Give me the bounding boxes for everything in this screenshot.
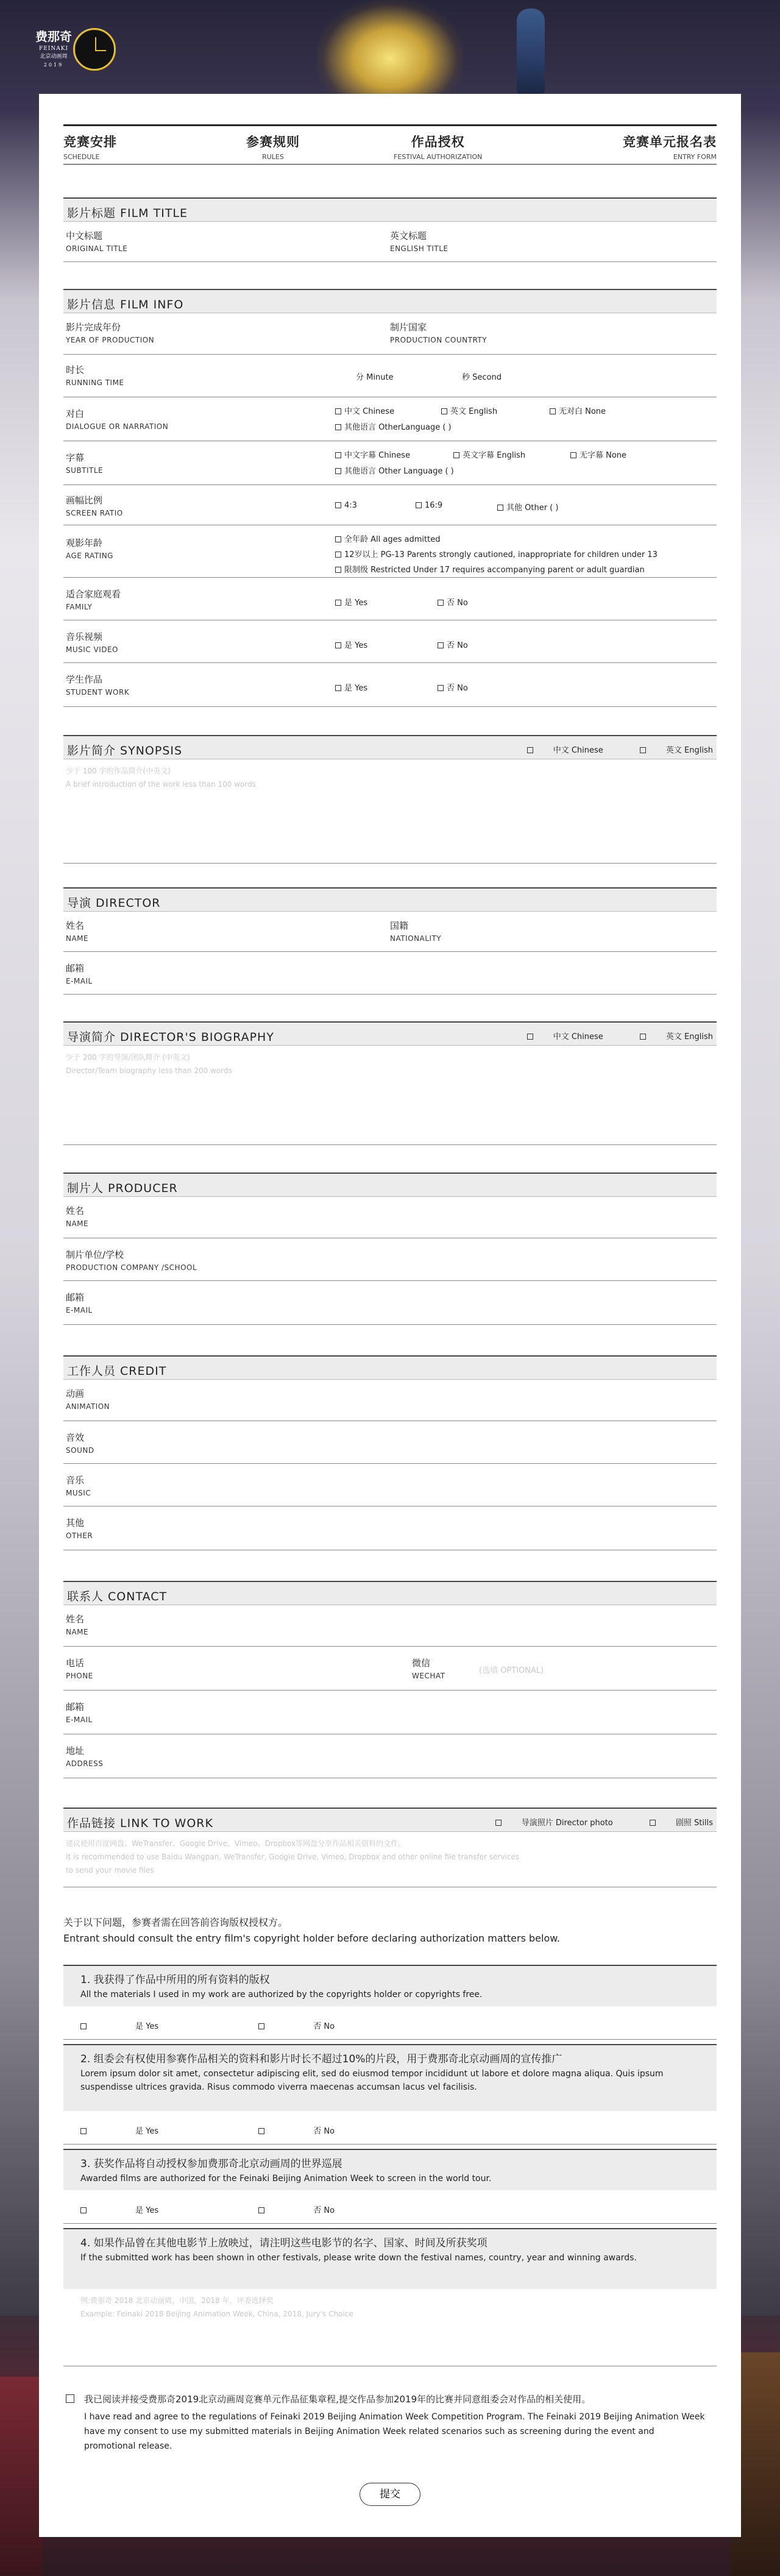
row-running-time (63, 355, 717, 397)
nav-sublabel: RULES (262, 153, 284, 161)
family-yes-checkbox[interactable] (335, 596, 367, 608)
q3-no-checkbox[interactable] (258, 2206, 383, 2215)
row-age-rating (63, 525, 717, 578)
section-title: 制片人 PRODUCER (67, 1182, 178, 1195)
q3-yes-checkbox[interactable] (80, 2206, 207, 2215)
section-title: 联系人 CONTACT (67, 1590, 168, 1603)
question-2 (63, 2044, 717, 2111)
field-sublabel: ORIGINAL TITLE (66, 244, 128, 253)
field-label: 电话 (66, 1658, 85, 1669)
family-no-checkbox[interactable] (438, 596, 468, 608)
intro-en: Entrant should consult the entry film's copyright holder before declaring authorization matters below. (63, 1932, 560, 1944)
field-label: 国籍 (390, 920, 409, 931)
field-sublabel: PHONE (66, 1672, 93, 1680)
question-3 (63, 2149, 717, 2190)
row-screen-ratio (63, 485, 717, 525)
logo-cn: 费那奇 (35, 29, 72, 44)
section-title: 导演简介 DIRECTOR'S BIOGRAPHY (67, 1031, 274, 1044)
option-label: 是 Yes (135, 2127, 159, 2136)
nav-sublabel: FESTIVAL AUTHORIZATION (394, 153, 483, 161)
question-desc: All the materials I used in my work are authorized by the copyrights holder or copyrights free. (80, 1990, 483, 1999)
field-sublabel: RUNNING TIME (66, 378, 124, 387)
nav-rules[interactable] (246, 132, 300, 161)
field-sublabel: MUSIC VIDEO (66, 645, 119, 654)
row-student-work (63, 663, 717, 707)
stills-checkbox[interactable] (633, 1818, 713, 1828)
section-producer (63, 1173, 717, 1197)
music-video-yes-checkbox[interactable] (335, 639, 367, 650)
field-sublabel: ENGLISH TITLE (390, 244, 448, 253)
question-desc: If the submitted work has been shown in other festivals, please write down the festival names, country, year and winning awards. (80, 2253, 637, 2263)
link-textarea[interactable] (66, 1837, 519, 1877)
nav-label: 竞赛单元报名表 (623, 135, 717, 149)
option-label: 中文 Chinese (553, 1032, 603, 1041)
nav-entry-form[interactable] (623, 132, 717, 161)
field-sublabel: E-MAIL (66, 977, 93, 985)
section-director-bio (63, 1021, 717, 1046)
contact-phone-field[interactable] (66, 1656, 93, 1680)
section-credit (63, 1355, 717, 1380)
contact-wechat-field[interactable] (412, 1656, 445, 1680)
field-sublabel: OTHER (66, 1531, 93, 1540)
row-director-email (63, 952, 717, 995)
agree-checkbox[interactable] (66, 2394, 74, 2403)
minute-input[interactable]: 分 Minute (356, 373, 394, 382)
placeholder-en: It is recommended to use Baidu Wangpan, WeTransfer, Google Drive, Vimeo, Dropbox and other online file transfer services (66, 1853, 519, 1861)
option-label: 否 No (447, 641, 468, 650)
producer-name-field[interactable] (66, 1204, 88, 1228)
subtitle-chinese-checkbox[interactable] (335, 449, 410, 460)
placeholder-en: Director/Team biography less than 200 words (66, 1066, 232, 1075)
link-attachment-options (461, 1816, 713, 1828)
q2-yes-checkbox[interactable] (80, 2127, 207, 2136)
subtitle-other-checkbox[interactable] (335, 464, 454, 476)
option-label: 其他语言 Other Language ( ) (344, 467, 454, 476)
dialogue-label (66, 407, 168, 431)
second-input[interactable]: 秒 Second (462, 373, 502, 382)
section-film-info (63, 289, 717, 313)
option-label: 否 No (313, 2206, 335, 2215)
row-contact-address (63, 1734, 717, 1778)
row-dialogue (63, 397, 717, 441)
divider (63, 1144, 717, 1145)
field-sublabel: DIALOGUE OR NARRATION (66, 422, 169, 431)
row-year-country (63, 314, 717, 355)
option-label: 中文 Chinese (344, 407, 395, 416)
field-sublabel: NATIONALITY (390, 934, 442, 943)
section-title: 工作人员 CREDIT (67, 1364, 167, 1378)
row-animation (63, 1381, 717, 1421)
q1-no-checkbox[interactable] (258, 2022, 383, 2031)
row-contact-name (63, 1606, 717, 1647)
option-label: 是 Yes (135, 2206, 159, 2215)
contact-address-field[interactable] (66, 1744, 103, 1768)
field-sublabel: AGE RATING (66, 552, 113, 560)
section-title: 影片信息 FILM INFO (67, 298, 184, 311)
nav-label: 作品授权 (411, 135, 465, 149)
divider (63, 863, 717, 864)
option-label: 否 No (447, 598, 468, 608)
option-label: 16:9 (425, 501, 443, 510)
option-label: 是 Yes (344, 641, 368, 650)
option-label: 无对白 None (559, 407, 606, 416)
bio-chinese-checkbox[interactable] (510, 1032, 603, 1041)
bio-english-checkbox[interactable] (623, 1032, 713, 1041)
field-label: 制片国家 (390, 322, 427, 333)
field-label: 音效 (66, 1432, 85, 1443)
field-label: 地址 (66, 1745, 85, 1756)
field-label: 影片完成年份 (66, 322, 121, 333)
row-music (63, 1464, 717, 1506)
nav-authorization[interactable] (394, 132, 482, 161)
nav-sublabel: SCHEDULE (63, 153, 100, 161)
field-label: 字幕 (66, 452, 85, 463)
option-label: 无字幕 None (580, 451, 627, 460)
field-sublabel: PRODUCTION COMPANY /SCHOOL (66, 1263, 197, 1272)
option-label: 导演照片 Director photo (521, 1818, 613, 1828)
field-sublabel: SOUND (66, 1446, 94, 1455)
question-2-answers (80, 2124, 432, 2136)
row-music-video (63, 620, 717, 663)
field-sublabel: ANIMATION (66, 1402, 110, 1411)
wechat-optional-hint: (选填 OPTIONAL) (479, 1666, 544, 1675)
director-photo-checkbox[interactable] (478, 1818, 613, 1828)
dialogue-none-checkbox[interactable] (550, 405, 606, 416)
field-label: 对白 (66, 408, 85, 419)
question-title: 1. 我获得了作品中所用的所有资料的版权 (80, 1974, 270, 1986)
subtitle-none-checkbox[interactable] (570, 449, 626, 460)
row-producer-company (63, 1238, 717, 1281)
agreement (63, 2393, 717, 2460)
logo-year: 2019 (43, 62, 64, 68)
section-link-to-work (63, 1808, 717, 1832)
question-desc: Awarded films are authorized for the Feinaki Beijing Animation Week to screen in the world tour. (80, 2174, 492, 2184)
ratio-other-checkbox[interactable] (497, 501, 558, 513)
entry-form-card (39, 94, 741, 2537)
field-sublabel: MUSIC (66, 1489, 91, 1497)
authorization-intro (63, 1915, 560, 1946)
family-label (66, 587, 121, 611)
director-nationality-field[interactable] (390, 919, 441, 943)
placeholder-en-cont: to send your movie files (66, 1866, 154, 1875)
screen-ratio-label (66, 494, 123, 517)
producer-email-field[interactable] (66, 1291, 93, 1315)
row-contact-email (63, 1691, 717, 1734)
question-title: 4. 如果作品曾在其他电影节上放映过，请注明这些电影节的名字、国家、时间及所获奖项 (80, 2237, 488, 2249)
nav-label: 参赛规则 (246, 135, 300, 149)
country-field[interactable] (390, 321, 487, 344)
option-label: 否 No (313, 2022, 335, 2031)
field-sublabel: E-MAIL (66, 1306, 93, 1315)
question-4 (63, 2228, 717, 2289)
option-label: 是 Yes (135, 2022, 159, 2031)
ratio-4-3-checkbox[interactable] (335, 501, 357, 510)
field-sublabel: STUDENT WORK (66, 688, 130, 697)
option-label: 英文字幕 English (463, 451, 526, 460)
year-field[interactable] (66, 321, 154, 344)
placeholder-cn: 少于 200 字的导演/团队简介 (中英文) (66, 1053, 190, 1062)
divider (63, 2223, 717, 2224)
question-title: 3. 获奖作品将自动授权参加费那奇北京动画周的世界巡展 (80, 2158, 342, 2170)
row-contact-phone (63, 1647, 717, 1691)
placeholder-cn: 少于 100 字的作品简介(中英文) (66, 767, 171, 775)
row-sound (63, 1421, 717, 1464)
option-label: 英文 English (665, 746, 713, 755)
synopsis-chinese-checkbox[interactable] (510, 746, 603, 755)
dialogue-other-checkbox[interactable] (335, 420, 452, 432)
option-label: 全年龄 All ages admitted (344, 535, 441, 544)
contact-name-field[interactable] (66, 1613, 88, 1636)
divider (63, 2039, 717, 2040)
field-label: 中文标题 (66, 230, 103, 241)
option-label: 4:3 (344, 501, 357, 510)
option-label: 其他 Other ( ) (506, 503, 559, 513)
section-title: 导演 DIRECTOR (67, 896, 161, 910)
director-name-field[interactable] (66, 919, 88, 943)
field-sublabel: NAME (66, 1628, 89, 1636)
subtitle-english-checkbox[interactable] (453, 449, 525, 460)
option-label: 否 No (313, 2127, 335, 2136)
contact-email-field[interactable] (66, 1700, 93, 1724)
field-sublabel: E-MAIL (66, 1716, 93, 1724)
row-director-name (63, 913, 717, 952)
row-producer-email (63, 1281, 717, 1325)
row-title (63, 223, 717, 262)
option-label: 中文字幕 Chinese (344, 451, 411, 460)
placeholder-cn: 例:费那奇 2018 北京动画周，中国，2018 年，评委选择奖 (80, 2296, 274, 2305)
field-sublabel: YEAR OF PRODUCTION (66, 336, 155, 344)
age-restricted-checkbox[interactable] (335, 563, 645, 575)
synopsis-language-options (493, 743, 713, 755)
field-label: 观影年龄 (66, 538, 103, 548)
field-label: 邮箱 (66, 1292, 85, 1303)
nav-sublabel: ENTRY FORM (673, 153, 717, 161)
other-field[interactable] (66, 1516, 93, 1540)
section-director (63, 887, 717, 912)
option-label: 英文 English (450, 407, 498, 416)
q2-no-checkbox[interactable] (258, 2127, 383, 2136)
section-title: 影片标题 FILM TITLE (67, 207, 188, 220)
field-sublabel: NAME (66, 1219, 89, 1228)
submit-button[interactable]: 提交 (360, 2483, 420, 2506)
age-rating-label (66, 536, 113, 560)
option-label: 剧照 Stills (675, 1818, 713, 1828)
field-label: 时长 (66, 364, 85, 375)
divider (63, 2144, 717, 2145)
clock-icon (73, 28, 116, 71)
option-label: 英文 English (665, 1032, 713, 1041)
field-label: 邮箱 (66, 1701, 85, 1712)
option-label: 否 No (447, 684, 468, 693)
q1-yes-checkbox[interactable] (80, 2022, 207, 2031)
field-label: 学生作品 (66, 674, 103, 685)
placeholder-cn: 建议使用百度网盘、WeTransfer、Google Drive、Vimeo、Dropbox等网盘分享作品相关资料的文件。 (66, 1839, 406, 1848)
field-sublabel: WECHAT (412, 1672, 445, 1680)
field-sublabel: FAMILY (66, 603, 93, 611)
nav-label: 竞赛安排 (63, 135, 117, 149)
question-title: 2. 组委会有权使用参赛作品相关的资料和影片时长不超过10%的片段，用于费那奇北京动画周的宣传推广 (80, 2053, 562, 2065)
option-label: 是 Yes (344, 598, 368, 608)
student-work-label (66, 673, 129, 697)
figure-illustration (517, 9, 545, 94)
age-pg13-checkbox[interactable] (335, 548, 658, 559)
field-sublabel: PRODUCTION COUNTRTY (390, 336, 488, 344)
student-no-checkbox[interactable] (438, 681, 468, 693)
chandelier-illustration (317, 0, 463, 98)
section-synopsis (63, 735, 717, 759)
section-contact (63, 1581, 717, 1605)
agreement-en: I have read and agree to the regulations of Feinaki 2019 Beijing Animation Week Competition Program. The Feinaki 2019 Beijing Animation Week have my consent to use my submitted materials in Beijing Animation Week related scenarios such as screening during the event and promotional release. (84, 2412, 705, 2451)
synopsis-textarea[interactable] (66, 764, 256, 791)
field-sublabel: NAME (66, 934, 89, 943)
field-label: 英文标题 (390, 230, 427, 241)
agreement-cn: 我已阅读并接受费那奇2019北京动画周竞赛单元作品征集章程,提交作品参加2019年的比赛并同意组委会对作品的相关使用。 (84, 2394, 591, 2405)
row-family (63, 578, 717, 620)
original-title-field[interactable] (66, 229, 127, 253)
sound-field[interactable] (66, 1431, 94, 1455)
section-title: 影片简介 SYNOPSIS (67, 744, 183, 758)
field-label: 动画 (66, 1388, 85, 1399)
top-nav (63, 124, 717, 165)
nav-schedule[interactable] (63, 132, 117, 161)
row-producer-name (63, 1198, 717, 1238)
animation-field[interactable] (66, 1387, 110, 1411)
section-film-title (63, 197, 717, 222)
field-label: 微信 (412, 1658, 431, 1669)
option-label: 是 Yes (344, 684, 368, 693)
field-label: 音乐 (66, 1475, 85, 1486)
bottom-left-illustration (0, 2377, 43, 2576)
placeholder-en: Example: Feinaki 2018 Beijing Animation Week, China, 2018, Jury's Choice (80, 2310, 353, 2318)
festival-history-textarea[interactable] (80, 2294, 353, 2321)
field-sublabel: ADDRESS (66, 1759, 104, 1768)
question-3-answers (80, 2204, 432, 2215)
field-sublabel: SUBTITLE (66, 466, 104, 475)
field-label: 邮箱 (66, 963, 85, 974)
dialogue-chinese-checkbox[interactable] (335, 405, 394, 416)
option-label: 中文 Chinese (553, 746, 603, 755)
festival-logo[interactable] (35, 27, 127, 76)
field-label: 制片单位/学校 (66, 1249, 124, 1260)
question-1-answers (80, 2020, 432, 2031)
director-email-field[interactable] (66, 962, 93, 985)
music-video-label (66, 630, 118, 654)
row-other (63, 1506, 717, 1550)
option-label: 其他语言 OtherLanguage ( ) (344, 423, 452, 432)
english-title-field[interactable] (390, 229, 448, 253)
subtitle-label (66, 451, 103, 475)
field-sublabel: SCREEN RATIO (66, 509, 123, 517)
section-title: 作品链接 LINK TO WORK (67, 1817, 213, 1830)
student-yes-checkbox[interactable] (335, 681, 367, 693)
music-field[interactable] (66, 1474, 91, 1497)
field-label: 音乐视频 (66, 631, 103, 642)
row-subtitle (63, 441, 717, 485)
field-label: 姓名 (66, 1205, 85, 1216)
question-desc: Lorem ipsum dolor sit amet, consectetur adipiscing elit, sed do eiusmod tempor incididunt ut labore et dolore magna aliqua. Quis ipsum suspendisse ultrices gravida. Risus commodo viverra maecenas accumsan lacus vel facilisis. (80, 2069, 664, 2092)
producer-company-field[interactable] (66, 1248, 197, 1272)
age-all-checkbox[interactable] (335, 533, 440, 544)
field-label: 姓名 (66, 920, 85, 931)
dialogue-english-checkbox[interactable] (441, 405, 497, 416)
field-label: 画幅比例 (66, 495, 103, 506)
bio-textarea[interactable] (66, 1051, 232, 1077)
synopsis-english-checkbox[interactable] (623, 746, 713, 755)
option-label: 限制级 Restricted Under 17 requires accompanying parent or adult guardian (344, 566, 645, 575)
option-label: 12岁以上 PG-13 Parents strongly cautioned, inappropriate for children under 13 (344, 550, 658, 559)
logo-sub: 北京动画周 (40, 54, 68, 60)
placeholder-en: A brief introduction of the work less than 100 words (66, 780, 256, 789)
bio-language-options (493, 1030, 713, 1041)
music-video-no-checkbox[interactable] (438, 639, 468, 650)
field-label: 适合家庭观看 (66, 589, 121, 600)
ratio-16-9-checkbox[interactable] (416, 501, 442, 510)
running-time-label (66, 363, 124, 387)
field-label: 姓名 (66, 1614, 85, 1625)
field-label: 其他 (66, 1517, 85, 1528)
intro-cn: 关于以下问题，参赛者需在回答前咨询版权授权方。 (63, 1917, 288, 1928)
logo-en: FEINAKI (38, 46, 69, 52)
question-1 (63, 1965, 717, 2006)
